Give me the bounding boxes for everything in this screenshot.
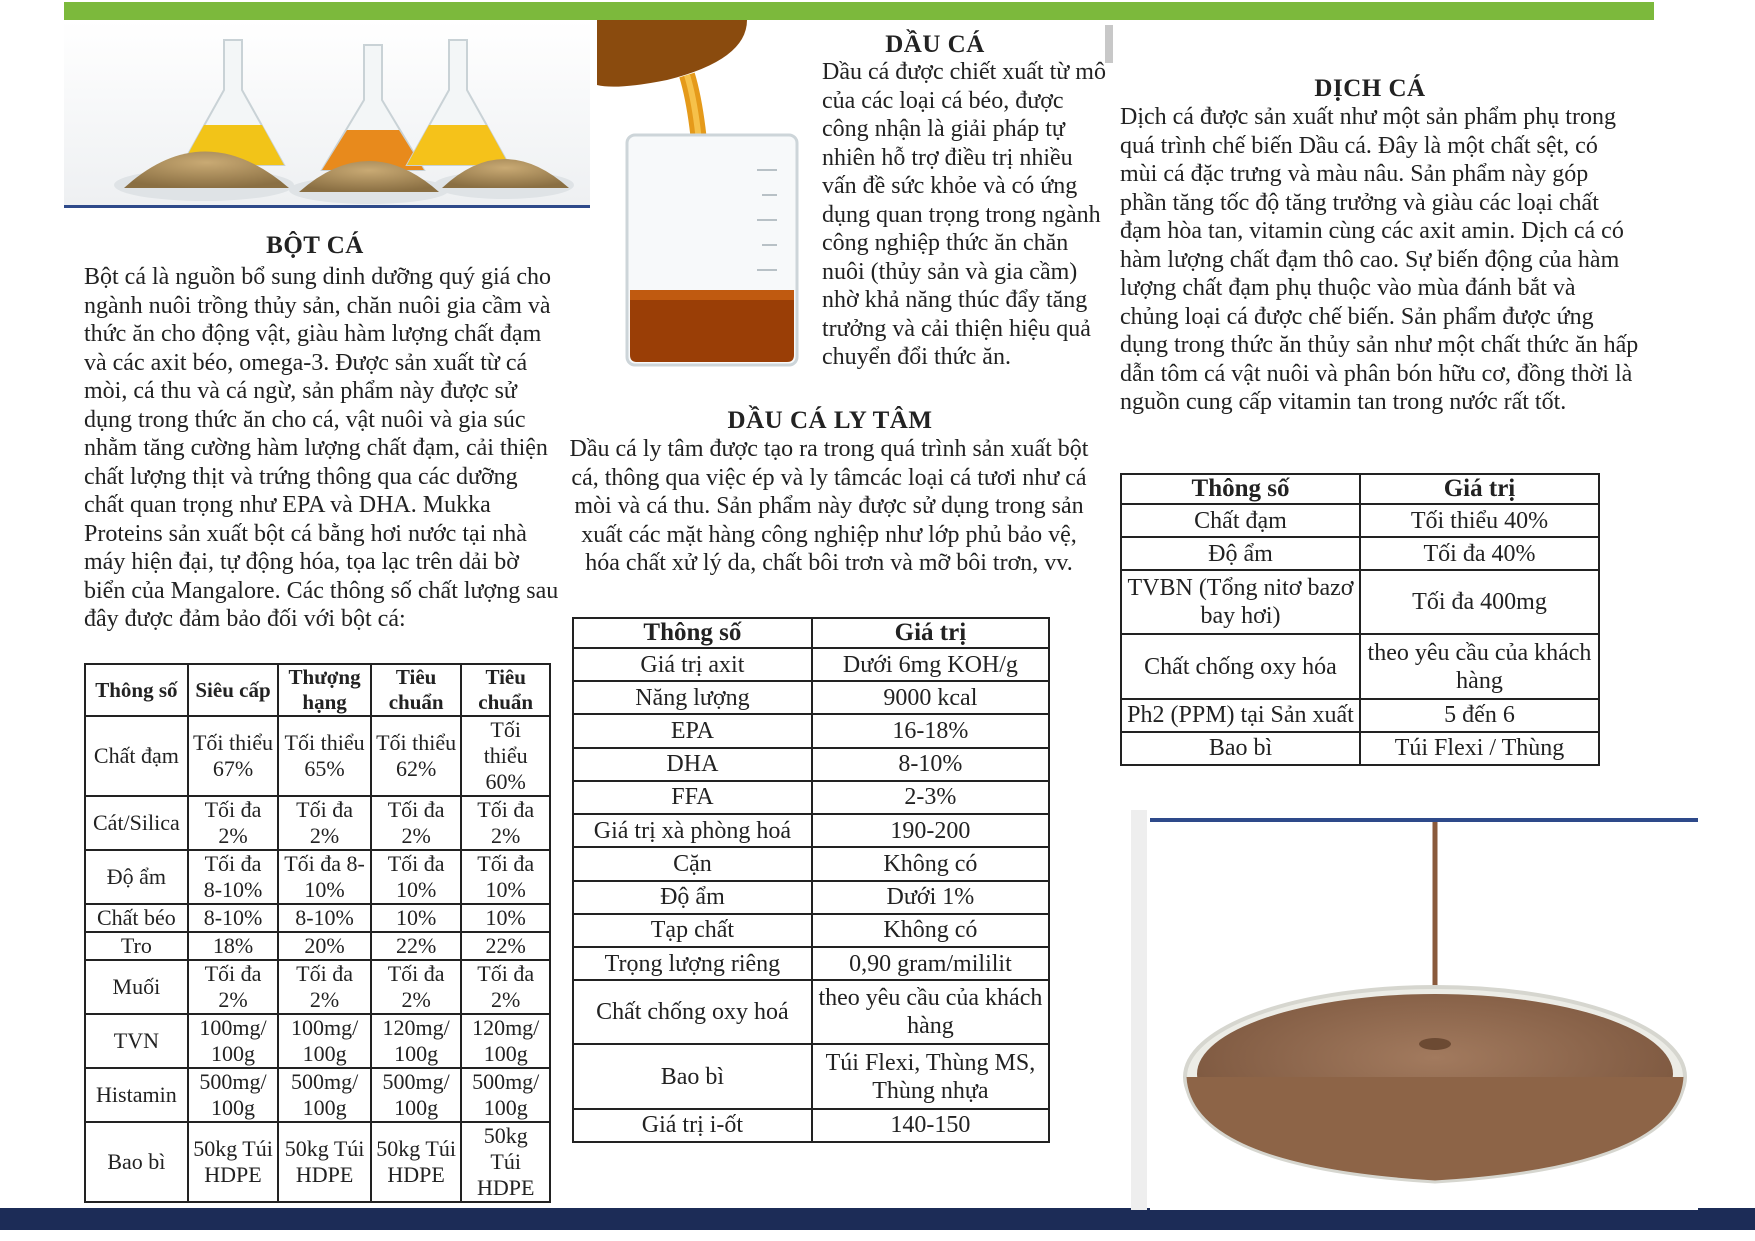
table-row [85, 716, 550, 796]
table-cell: Tối đa 8-10% [278, 850, 371, 904]
table-row [573, 748, 1049, 781]
table-cell: 50kg Túi HDPE [371, 1122, 462, 1202]
table-cell: Giá trị xà phòng hoá [573, 814, 812, 847]
table-row [1121, 504, 1599, 537]
table-row [1121, 537, 1599, 570]
table-cell: EPA [573, 714, 812, 747]
table-cell: 8-10% [278, 904, 371, 932]
table-cell: Chất đạm [85, 716, 188, 796]
dich-ca-table-body [1121, 504, 1599, 765]
table-header-cell: Giá trị [812, 618, 1049, 648]
table-cell: Tối đa 400mg [1360, 570, 1599, 634]
table-cell: Không có [812, 847, 1049, 880]
table-cell: Trọng lượng riêng [573, 947, 812, 980]
table-cell: Không có [812, 914, 1049, 947]
table-cell: Tối đa 40% [1360, 537, 1599, 570]
table-row [573, 781, 1049, 814]
dich-ca-table [1120, 473, 1600, 766]
table-cell: Giá trị axit [573, 648, 812, 681]
table-cell: TVBN (Tổng nitơ bazơ bay hơi) [1121, 570, 1360, 634]
table-row [573, 881, 1049, 914]
table-header-cell: Thượng hạng [278, 664, 371, 716]
table-cell: Độ ẩm [573, 881, 812, 914]
table-row [1121, 634, 1599, 698]
table-cell: 500mg/ 100g [371, 1068, 462, 1122]
table-row [573, 914, 1049, 947]
divider-strip [1131, 810, 1147, 1210]
table-cell: Cặn [573, 847, 812, 880]
table-cell: Tối đa 2% [461, 796, 550, 850]
dich-ca-paragraph: Dịch cá được sản xuất như một sản phẩm phụ trong quá trình chế biến Dầu cá. Đây là một chất sệt, có mùi cá đặc trưng và màu nâu. Sản phẩm này góp phần tăng tốc độ tăng trưởng và giàu các loại chất đạm hòa tan, vitamin cùng các axit amin. Dịch cá có hàm lượng chất đạm thô cao. Sự biến động của hàm lượng chất đạm phụ thuộc vào mùa đánh bắt và chủng loại cá được chế biến. Sản phẩm được ứng dụng trong thức ăn thủy sản như một chất thức ăn hấp dẫn tôm cá vật nuôi và phân bón hữu cơ, đồng thời là nguồn cung cấp vitamin tan trong nước rất tốt. [1120, 104, 1639, 415]
table-row [573, 681, 1049, 714]
table-cell: Túi Flexi / Thùng [1360, 732, 1599, 765]
fish-solubles-bowl-photo [1150, 822, 1698, 1210]
fish-meal-flasks-photo [64, 20, 590, 205]
bottom-accent-bar [0, 1208, 1755, 1230]
table-cell: Bao bì [1121, 732, 1360, 765]
table-cell: theo yêu cầu của khách hàng [812, 980, 1049, 1044]
table-cell: 22% [461, 932, 550, 960]
table-cell: Ph2 (PPM) tại Sản xuất [1121, 699, 1360, 732]
table-cell: Tro [85, 932, 188, 960]
table-cell: 500mg/ 100g [188, 1068, 279, 1122]
table-header-cell: Tiêu chuẩn [371, 664, 462, 716]
table-cell: 500mg/ 100g [461, 1068, 550, 1122]
table-cell: 140-150 [812, 1109, 1049, 1142]
table-row [573, 947, 1049, 980]
table-cell: Dưới 1% [812, 881, 1049, 914]
table-row [85, 850, 550, 904]
table-cell: Chất béo [85, 904, 188, 932]
table-cell: Chất đạm [1121, 504, 1360, 537]
bot-ca-title: BỘT CÁ [266, 232, 364, 259]
table-cell: theo yêu cầu của khách hàng [1360, 634, 1599, 698]
table-cell: 500mg/ 100g [278, 1068, 371, 1122]
table-row [573, 1044, 1049, 1108]
dau-ca-title: DẦU CÁ [885, 31, 985, 58]
table-cell: 190-200 [812, 814, 1049, 847]
table-cell: 2-3% [812, 781, 1049, 814]
table-cell: Giá trị i-ốt [573, 1109, 812, 1142]
table-cell: 22% [371, 932, 462, 960]
table-row [85, 904, 550, 932]
section-rule [64, 205, 590, 208]
table-cell: FFA [573, 781, 812, 814]
table-cell: Tối thiểu 67% [188, 716, 279, 796]
table-cell: Tối đa 2% [188, 960, 279, 1014]
table-cell: 10% [371, 904, 462, 932]
table-cell: Tối đa 2% [371, 796, 462, 850]
table-cell: Tối đa 8-10% [188, 850, 279, 904]
bot-ca-table [84, 663, 551, 1203]
table-row [85, 796, 550, 850]
table-cell: Bao bì [85, 1122, 188, 1202]
table-row [85, 1014, 550, 1068]
table-row [573, 847, 1049, 880]
dau-ca-ly-tam-table-header [573, 618, 1049, 648]
table-cell: 9000 kcal [812, 681, 1049, 714]
table-cell: Chất chống oxy hoá [573, 980, 812, 1044]
table-row [1121, 732, 1599, 765]
dich-ca-title: DỊCH CÁ [1314, 75, 1426, 102]
table-cell: 50kg Túi HDPE [278, 1122, 371, 1202]
table-cell: Tối đa 2% [461, 960, 550, 1014]
table-cell: Năng lượng [573, 681, 812, 714]
table-cell: 100mg/ 100g [188, 1014, 279, 1068]
table-cell: Dưới 6mg KOH/g [812, 648, 1049, 681]
table-cell: Tối thiểu 60% [461, 716, 550, 796]
table-row [85, 1122, 550, 1202]
bot-ca-table-header [85, 664, 550, 716]
table-cell: 18% [188, 932, 279, 960]
table-header-row [1121, 474, 1599, 504]
dau-ca-ly-tam-paragraph: Dầu cá ly tâm được tạo ra trong quá trình sản xuất bột cá, thông qua việc ép và ly tâmcác loại cá tươi như cá mòi và cá thu. Sản phẩm này được sử dụng trong sản xuất các mặt hàng công nghiệp như lớp phủ bảo vệ, hóa chất xử lý da, chất bôi trơn và mỡ bôi trơn, vv. [569, 436, 1089, 576]
table-cell: Muối [85, 960, 188, 1014]
table-cell: Bao bì [573, 1044, 812, 1108]
table-cell: 20% [278, 932, 371, 960]
table-cell: 16-18% [812, 714, 1049, 747]
table-cell: Tối đa 2% [278, 796, 371, 850]
table-row [85, 932, 550, 960]
table-row [573, 714, 1049, 747]
dich-ca-table-header [1121, 474, 1599, 504]
table-row [573, 814, 1049, 847]
table-header-row [573, 618, 1049, 648]
table-cell: 50kg Túi HDPE [188, 1122, 279, 1202]
dau-ca-paragraph: Dầu cá được chiết xuất từ mô của các loại cá béo, được công nhận là giải pháp tự nhiên hỗ trợ điều trị nhiều vấn đề sức khỏe và có ứng dụng quan trọng trong ngành công nghiệp thức ăn chăn nuôi (thủy sản và gia cầm) nhờ khả năng thúc đẩy tăng trưởng và cải thiện hiệu quả chuyển đổi thức ăn. [822, 59, 1106, 370]
table-row [85, 1068, 550, 1122]
table-header-cell: Giá trị [1360, 474, 1599, 504]
table-cell: 8-10% [188, 904, 279, 932]
table-cell: 100mg/ 100g [278, 1014, 371, 1068]
bot-ca-table-body [85, 716, 550, 1202]
table-cell: Tối đa 10% [461, 850, 550, 904]
table-cell: 50kg Túi HDPE [461, 1122, 550, 1202]
table-row [1121, 570, 1599, 634]
table-header-cell: Siêu cấp [188, 664, 279, 716]
table-row [85, 960, 550, 1014]
table-cell: Cát/Silica [85, 796, 188, 850]
table-cell: DHA [573, 748, 812, 781]
dau-ca-ly-tam-title: DẦU CÁ LY TÂM [727, 407, 933, 434]
table-cell: 8-10% [812, 748, 1049, 781]
table-header-cell: Thông số [1121, 474, 1360, 504]
table-cell: TVN [85, 1014, 188, 1068]
table-header-cell: Thông số [573, 618, 812, 648]
dau-ca-ly-tam-table-body [573, 648, 1049, 1142]
table-header-cell: Tiêu chuẩn [461, 664, 550, 716]
table-row [573, 980, 1049, 1044]
table-cell: Tối thiểu 40% [1360, 504, 1599, 537]
table-cell: 120mg/ 100g [461, 1014, 550, 1068]
bot-ca-paragraph: Bột cá là nguồn bổ sung dinh dưỡng quý giá cho ngành nuôi trồng thủy sản, chăn nuôi gia cầm và thức ăn cho động vật, giàu hàm lượng chất đạm và các axit béo, omega-3. Được sản xuất từ cá mòi, cá thu và cá ngừ, sản phẩm này được sử dụng trong thức ăn cho cá, vật nuôi và gia súc nhằm tăng cường hàm lượng chất đạm, cải thiện chất lượng thịt và trứng thông qua các dưỡng chất quan trọng như EPA và DHA. Mukka Proteins sản xuất bột cá bằng hơi nước tại nhà máy hiện đại, tự động hóa, tọa lạc trên dải bờ biển của Mangalore. Các thông số chất lượng sau đây được đảm bảo đối với bột cá: [84, 264, 559, 632]
table-cell: Tối thiểu 65% [278, 716, 371, 796]
table-row [1121, 699, 1599, 732]
table-cell: Chất chống oxy hóa [1121, 634, 1360, 698]
table-cell: Túi Flexi, Thùng MS, Thùng nhựa [812, 1044, 1049, 1108]
table-row [573, 648, 1049, 681]
table-header-cell: Thông số [85, 664, 188, 716]
table-cell: Tối đa 2% [371, 960, 462, 1014]
table-cell: 0,90 gram/mililit [812, 947, 1049, 980]
table-header-row [85, 664, 550, 716]
table-cell: Tối đa 2% [188, 796, 279, 850]
table-cell: 5 đến 6 [1360, 699, 1599, 732]
dau-ca-ly-tam-table [572, 617, 1050, 1143]
table-cell: Độ ẩm [85, 850, 188, 904]
table-cell: Tối đa 10% [371, 850, 462, 904]
table-cell: Tạp chất [573, 914, 812, 947]
table-row [573, 1109, 1049, 1142]
table-cell: Tối đa 2% [278, 960, 371, 1014]
table-cell: Tối thiểu 62% [371, 716, 462, 796]
table-cell: 10% [461, 904, 550, 932]
table-cell: Độ ẩm [1121, 537, 1360, 570]
table-cell: Histamin [85, 1068, 188, 1122]
table-cell: 120mg/ 100g [371, 1014, 462, 1068]
top-accent-bar [64, 2, 1654, 20]
fish-oil-beaker-photo [597, 20, 819, 375]
